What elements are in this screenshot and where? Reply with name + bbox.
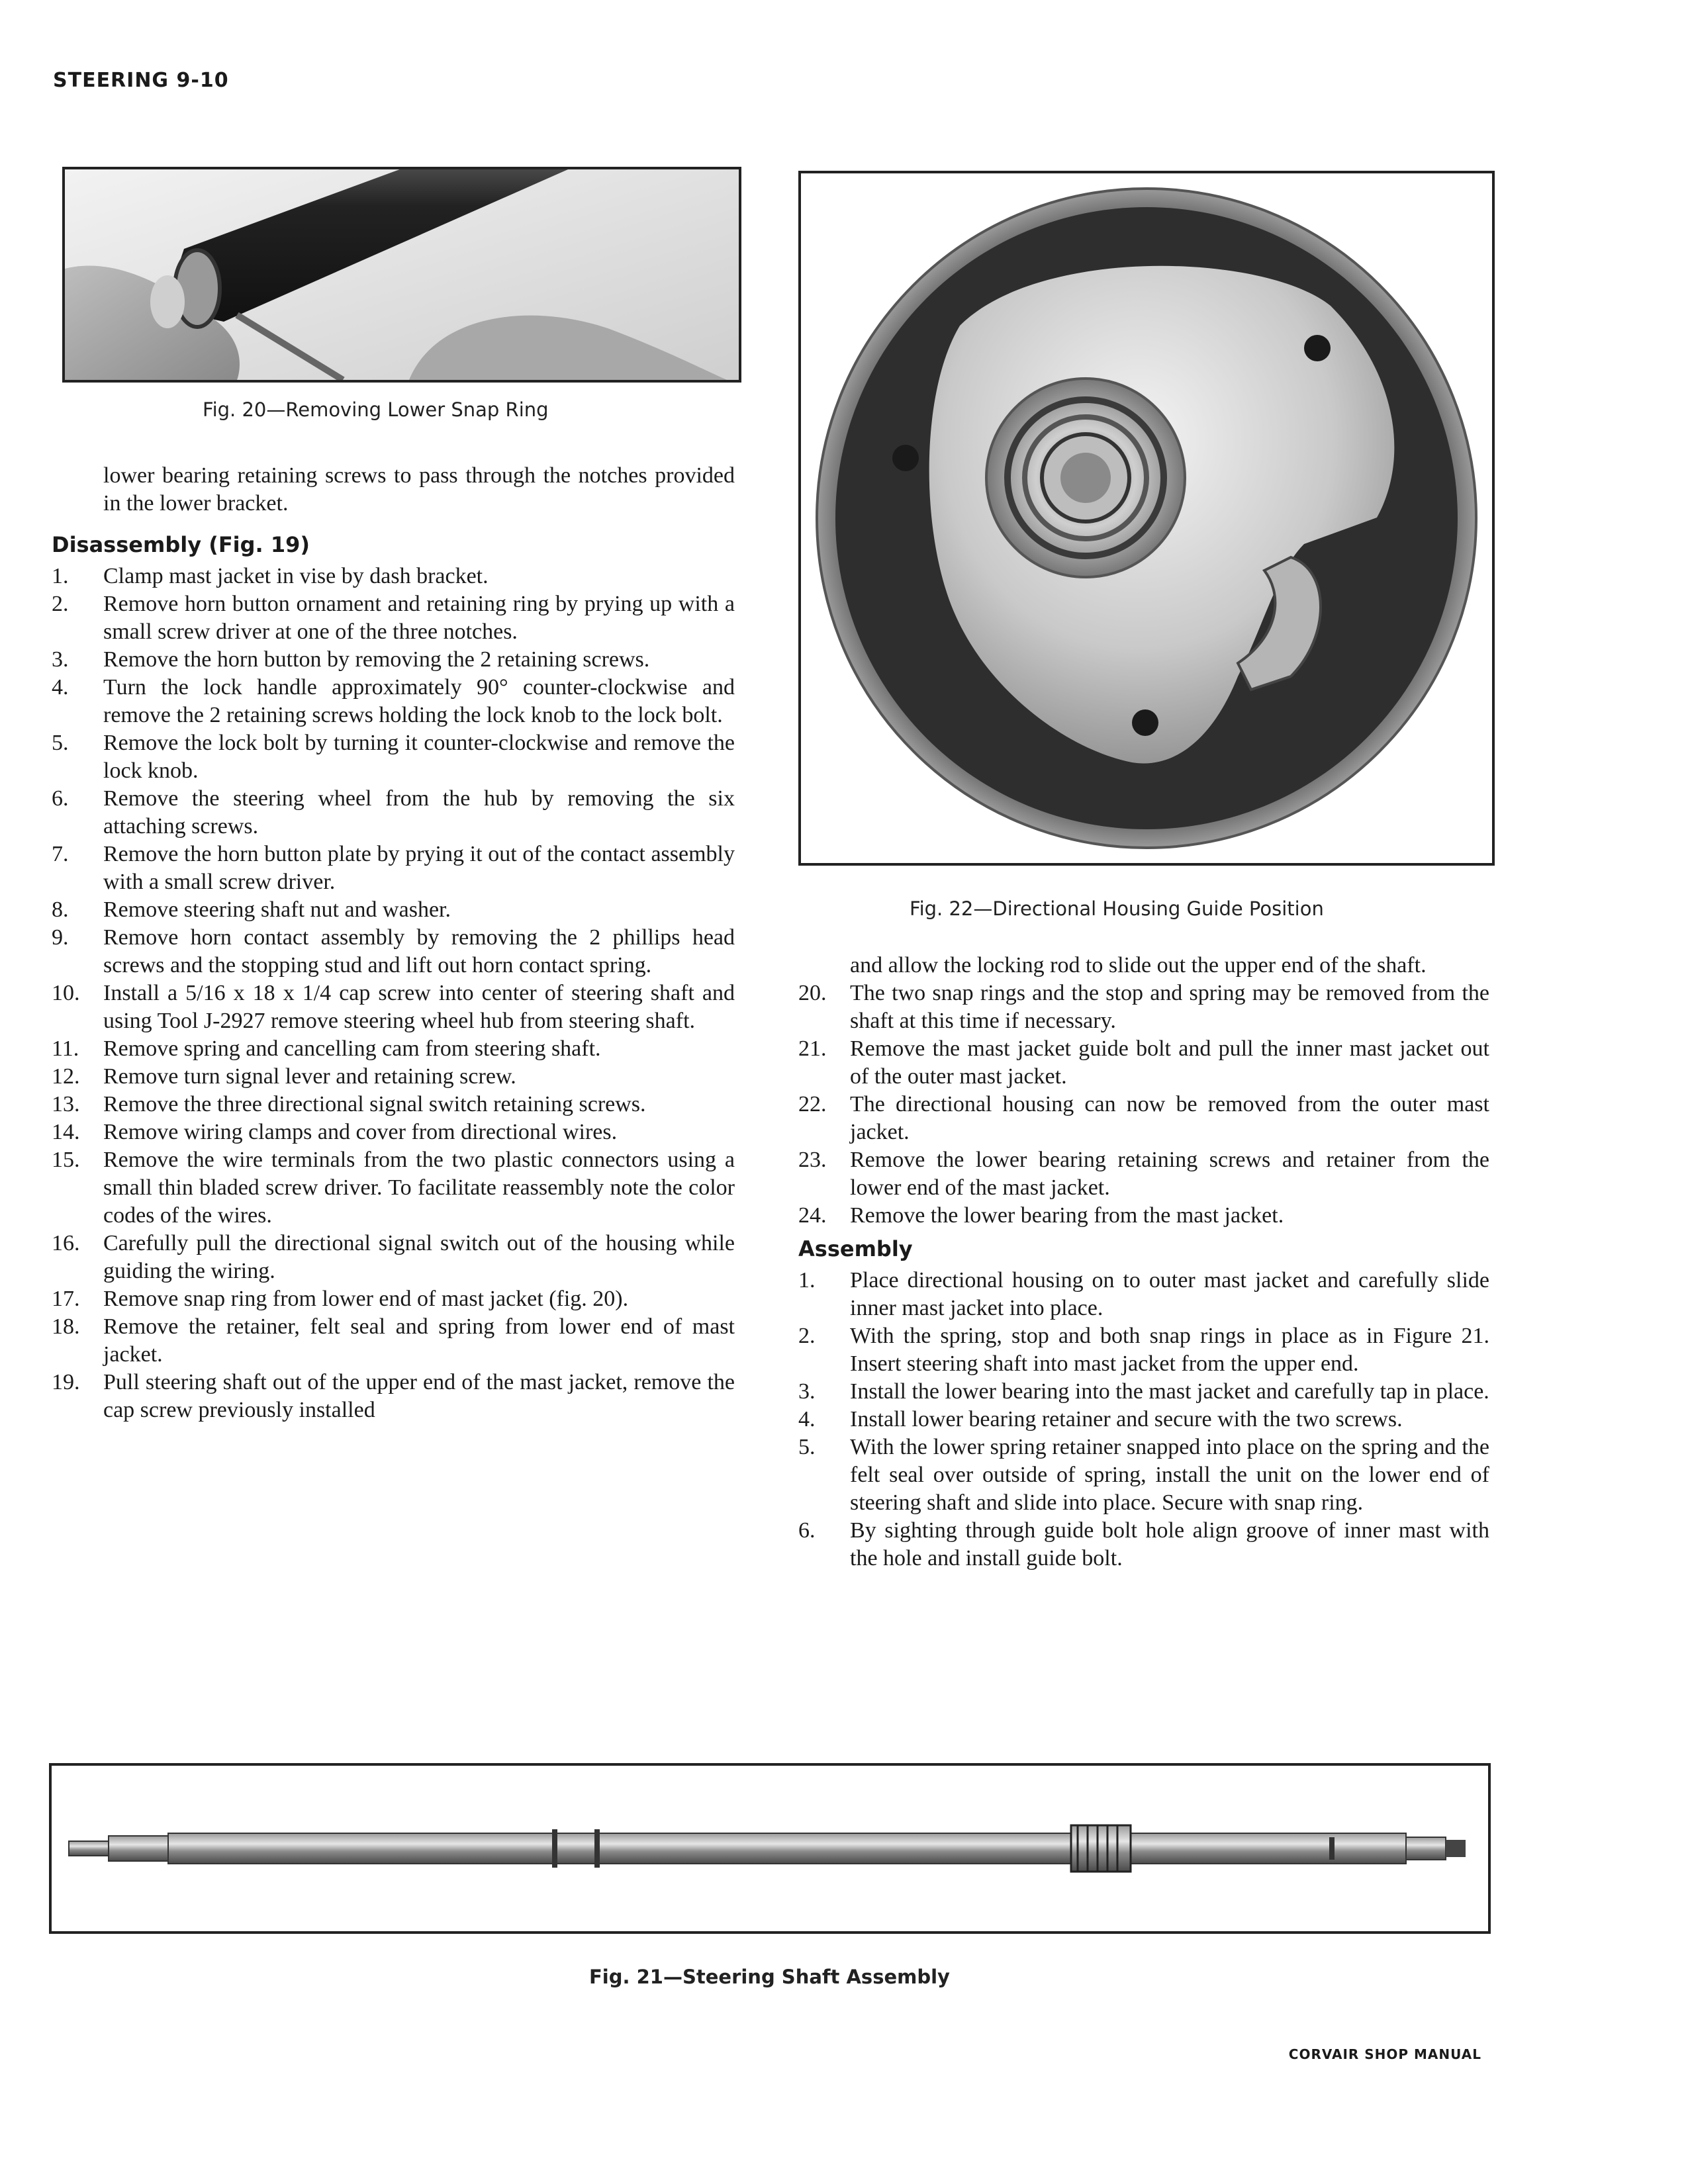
- left-column: [52, 462, 735, 1424]
- list-item: 24. Remove the lower bearing from the mast jacket.: [798, 1203, 1284, 1228]
- fig21-caption: Fig. 21—Steering Shaft Assembly: [589, 1966, 950, 1988]
- list-item: 2. Remove horn button ornament and retaining ring by prying up with a small screw driver at one of the three notches.: [52, 592, 735, 644]
- list-item: 22. The directional housing can now be removed from the outer mast jacket.: [798, 1092, 1489, 1144]
- page-header: STEERING 9-10: [53, 69, 229, 92]
- list-item: 20. The two snap rings and the stop and spring may be removed from the shaft at this time if necessary.: [798, 981, 1489, 1033]
- fig22-caption: Fig. 22—Directional Housing Guide Position: [910, 897, 1324, 920]
- fig20-caption: Fig. 20—Removing Lower Snap Ring: [203, 398, 549, 421]
- list-item: 6. By sighting through guide bolt hole align groove of inner mast with the hole and install guide bolt.: [798, 1518, 1489, 1570]
- list-item: 5. With the lower spring retainer snapped into place on the spring and the felt seal over outside of spring, install the unit on the lower end of steering shaft and slide into place. Secure with snap ring.: [798, 1435, 1489, 1515]
- list-item: 6. Remove the steering wheel from the hub by removing the six attaching screws.: [52, 786, 735, 839]
- list-item: 11. Remove spring and cancelling cam from steering shaft.: [52, 1036, 601, 1061]
- list-item: 15. Remove the wire terminals from the two plastic connectors using a small thin bladed screw driver. To facilitate reassembly note the color codes of the wires.: [52, 1148, 735, 1228]
- list-item: 7. Remove the horn button plate by prying it out of the contact assembly with a small screw driver.: [52, 842, 735, 894]
- list-item: 5. Remove the lock bolt by turning it counter-clockwise and remove the lock knob.: [52, 731, 735, 783]
- disassembly-steps: [52, 563, 735, 1424]
- disassembly-heading: Disassembly (Fig. 19): [52, 532, 310, 557]
- list-item: 4. Install lower bearing retainer and secure with the two screws.: [798, 1407, 1403, 1432]
- list-item: 13. Remove the three directional signal switch retaining screws.: [52, 1092, 646, 1116]
- list-item: 1. Place directional housing on to outer mast jacket and carefully slide inner mast jacket into place.: [798, 1268, 1489, 1320]
- list-item: 19. Pull steering shaft out of the upper end of the mast jacket, remove the cap screw previously installed: [52, 1370, 735, 1422]
- list-item: 2. With the spring, stop and both snap rings in place as in Figure 21. Insert steering shaft into mast jacket from the upper end.: [798, 1324, 1489, 1376]
- list-item: 14. Remove wiring clamps and cover from directional wires.: [52, 1120, 618, 1144]
- list-item: 3. Install the lower bearing into the mast jacket and carefully tap in place.: [798, 1379, 1489, 1404]
- right-column: [798, 952, 1489, 1572]
- list-item: 1. Clamp mast jacket in vise by dash bracket.: [52, 564, 489, 588]
- list-item: 8. Remove steering shaft nut and washer.: [52, 897, 451, 922]
- list-item: 16. Carefully pull the directional signal switch out of the housing while guiding the wiring.: [52, 1231, 735, 1283]
- fig20-photo: [62, 167, 741, 383]
- list-item: 12. Remove turn signal lever and retaining screw.: [52, 1064, 516, 1089]
- fig22-photo: [798, 171, 1495, 866]
- list-item: 4. Turn the lock handle approximately 90° counter-clockwise and remove the 2 retaining screws holding the lock knob to the lock bolt.: [52, 675, 735, 727]
- page-footer: CORVAIR SHOP MANUAL: [1288, 2046, 1481, 2062]
- list-item: 10. Install a 5/16 x 18 x 1/4 cap screw into center of steering shaft and using Tool J-2927 remove steering wheel hub from steering shaft.: [52, 981, 735, 1033]
- assembly-steps: [798, 1267, 1489, 1572]
- list-item: 21. Remove the mast jacket guide bolt and pull the inner mast jacket out of the outer mast jacket.: [798, 1036, 1489, 1089]
- assembly-heading: Assembly: [798, 1236, 913, 1261]
- list-item: 23. Remove the lower bearing retaining screws and retainer from the lower end of the mast jacket.: [798, 1148, 1489, 1200]
- intro-paragraph: lower bearing retaining screws to pass through the notches provided in the lower bracket.: [103, 463, 735, 516]
- list-item: 9. Remove horn contact assembly by removing the 2 phillips head screws and the stopping stud and lift out horn contact spring.: [52, 925, 735, 978]
- list-item: 18. Remove the retainer, felt seal and spring from lower end of mast jacket.: [52, 1314, 735, 1367]
- fig21-photo: [49, 1763, 1491, 1934]
- list-item: 3. Remove the horn button by removing the 2 retaining screws.: [52, 647, 650, 672]
- disassembly-steps-continued: [798, 979, 1489, 1230]
- list-item: 17. Remove snap ring from lower end of mast jacket (fig. 20).: [52, 1287, 629, 1311]
- continuation-paragraph: and allow the locking rod to slide out the upper end of the shaft.: [850, 953, 1427, 978]
